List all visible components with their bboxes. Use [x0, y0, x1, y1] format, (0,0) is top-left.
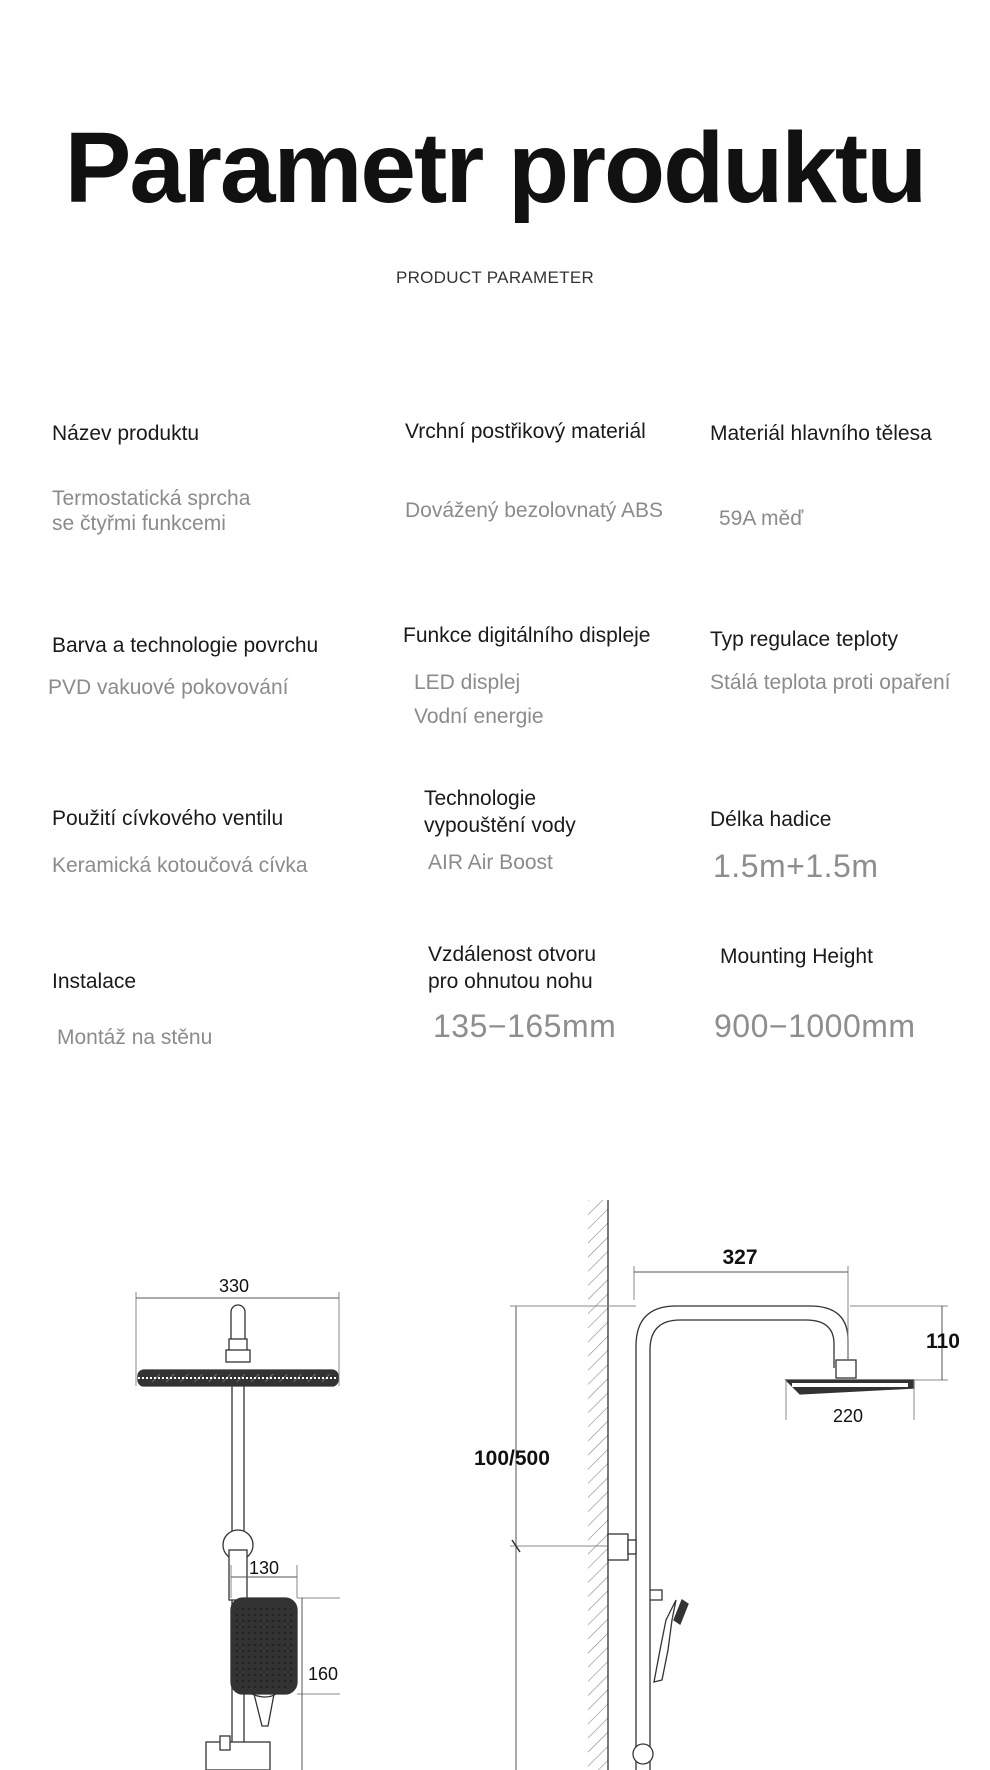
param-value: Vodní energie	[414, 705, 544, 728]
dim-handset-height: 160	[308, 1664, 339, 1684]
param-value: 900−1000mm	[714, 1008, 916, 1044]
param-digital-display	[403, 622, 651, 649]
param-value: se čtyřmi funkcemi	[52, 512, 226, 535]
param-label: Název produktu	[52, 422, 200, 445]
dim-head-drop: 110	[926, 1330, 960, 1353]
param-elbow-hole-distance	[428, 941, 596, 995]
param-label: Délka hadice	[710, 808, 832, 831]
param-value: LED displej	[414, 671, 521, 694]
param-label: Mounting Height	[720, 945, 873, 968]
param-top-spray-material-value	[405, 498, 663, 523]
param-valve-spool	[52, 805, 283, 832]
param-value: 1.5m+1.5m	[713, 848, 879, 884]
page-subtitle: PRODUCT PARAMETER	[395, 268, 595, 287]
param-mounting-height	[720, 943, 873, 970]
param-digital-display-value	[414, 666, 544, 734]
param-water-outlet	[424, 785, 576, 839]
page-title: Parametr produktu	[64, 112, 926, 224]
param-label: Technologie	[424, 787, 537, 810]
param-surface-color	[52, 632, 318, 659]
dim-head-width: 330	[218, 1276, 250, 1296]
param-value: Stálá teplota proti opaření	[710, 671, 951, 694]
param-label: Typ regulace teploty	[710, 628, 898, 651]
param-main-body-material-value	[719, 506, 803, 531]
param-installation-value	[57, 1025, 212, 1050]
side-view-drawing	[510, 1200, 948, 1770]
dim-head-diameter: 220	[832, 1406, 864, 1426]
param-product-name-value	[52, 486, 250, 536]
param-hose-length-value	[713, 848, 878, 884]
param-label: Vrchní postřikový materiál	[405, 420, 646, 443]
param-label: Instalace	[52, 970, 137, 993]
param-label: Funkce digitálního displeje	[403, 624, 651, 647]
param-main-body-material	[710, 420, 932, 447]
param-value: PVD vakuové pokovování	[48, 676, 289, 699]
dim-handset-width: 130	[248, 1558, 280, 1578]
param-label: Použití cívkového ventilu	[52, 807, 284, 830]
param-temperature-control-value	[710, 670, 951, 695]
param-surface-color-value	[48, 675, 288, 700]
param-elbow-hole-distance-value	[433, 1008, 616, 1044]
front-view-drawing	[136, 1292, 340, 1770]
param-value: 59A měď	[719, 507, 804, 530]
param-hose-length	[710, 806, 831, 833]
param-value: Termostatická sprcha	[52, 487, 251, 510]
param-label: Vzdálenost otvoru	[428, 943, 597, 966]
param-label: vypouštění vody	[424, 814, 576, 837]
param-value: 135−165mm	[433, 1008, 617, 1044]
technical-drawings	[0, 1180, 990, 1770]
param-value: Montáž na stěnu	[57, 1026, 213, 1049]
param-product-name	[52, 420, 199, 447]
param-mounting-height-value	[714, 1008, 916, 1044]
param-valve-spool-value	[52, 853, 308, 878]
param-value: Keramická kotoučová cívka	[52, 854, 308, 877]
dim-arm-length: 327	[722, 1246, 758, 1269]
param-water-outlet-value	[428, 850, 553, 875]
param-label: pro ohnutou nohu	[428, 970, 593, 993]
param-label: Barva a technologie povrchu	[52, 634, 319, 657]
param-top-spray-material	[405, 418, 646, 445]
param-label: Materiál hlavního tělesa	[710, 422, 932, 445]
param-temperature-control	[710, 626, 898, 653]
dim-slider-range: 100/500	[474, 1447, 550, 1470]
param-value: Dovážený bezolovnatý ABS	[405, 499, 663, 522]
param-value: AIR Air Boost	[428, 851, 553, 874]
param-installation	[52, 968, 136, 995]
